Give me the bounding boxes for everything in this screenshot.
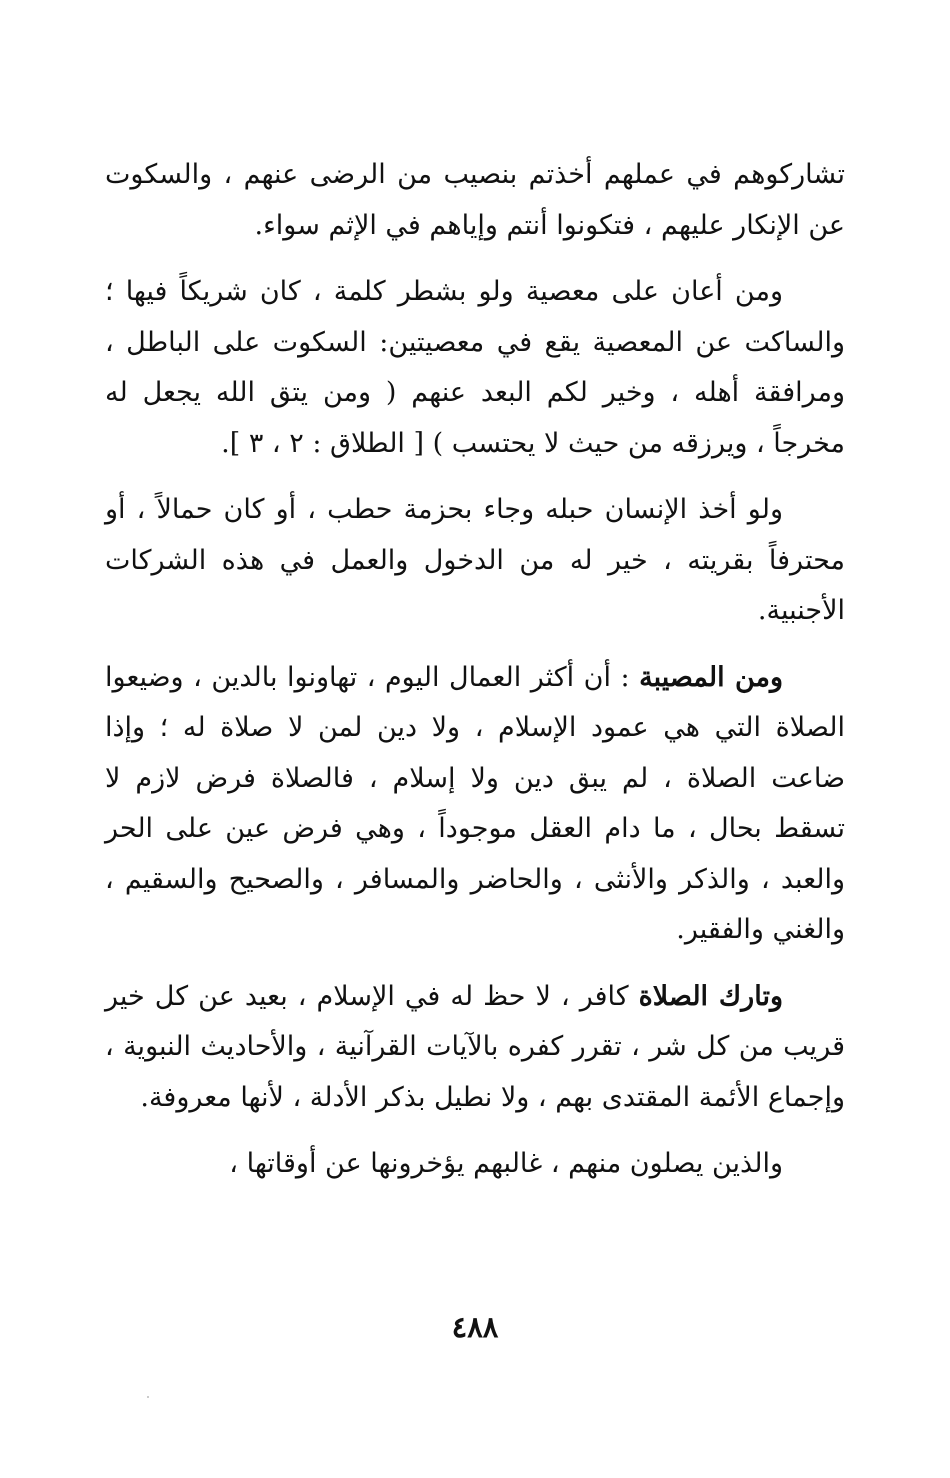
paragraph-4-text: : أن أكثر العمال اليوم ، تهاونوا بالدين ، وضيعوا الصلاة التي هي عمود الإسلام ، ولا دين لمن لا صلاة له ؛ وإذا ضاعت الصلاة ، لم يبق دين ولا إسلام ، فالصلاة فرض لازم لا تسقط بحال ، ما دام العقل موجوداً ، وهي فرض عين على الحر والعبد ، والذكر والأنثى ، والحاضر والمسافر ، والصحيح والسقيم ، والغني والفقير. [105,661,845,945]
paragraph-1-text: تشاركوهم في عملهم أخذتم بنصيب من الرضى عنهم ، والسكوت عن الإنكار عليهم ، فتكونوا أنتم وإياهم في الإثم سواء. [105,159,845,241]
scan-speck [147,1396,149,1398]
body-text [105,150,845,1206]
paragraph-2-text: ومن أعان على معصية ولو بشطر كلمة ، كان شريكاً فيها ؛ والساكت عن المعصية يقع في معصيتين: السكوت على الباطل ، ومرافقة أهله ، وخير لكم البعد عنهم ( ومن يتق الله يجعل له مخرجاً ، ويرزقه من حيث لا يحتسب ) [ الطلاق : ٢ ، ٣ ]. [105,276,845,459]
paragraph-5-text: كافر ، لا حظ له في الإسلام ، بعيد عن كل خير قريب من كل شر ، تقرر كفره بالآيات القرآنية ، والأحاديث النبوية ، وإجماع الأئمة المقتدى بهم ، ولا نطيل بذكر الأدلة ، لأنها معروفة. [105,980,845,1113]
paragraph-5-lead: وتارك الصلاة [638,980,783,1012]
paragraph-2 [105,267,845,469]
paragraph-5 [105,972,845,1124]
paragraph-6 [105,1139,845,1190]
page-number: ٤٨٨ [451,1310,499,1344]
paragraph-4 [105,653,845,956]
paragraph-3 [105,485,845,637]
paragraph-3-text: ولو أخذ الإنسان حبله وجاء بحزمة حطب ، أو كان حمالاً ، أو محترفاً بقريته ، خير له من الدخول والعمل في هذه الشركات الأجنبية. [105,494,845,626]
paragraph-4-lead: ومن المصيبة [639,661,783,693]
paragraph-1 [105,150,845,251]
paragraph-6-text: والذين يصلون منهم ، غالبهم يؤخرونها عن أوقاتها ، [229,1148,783,1179]
